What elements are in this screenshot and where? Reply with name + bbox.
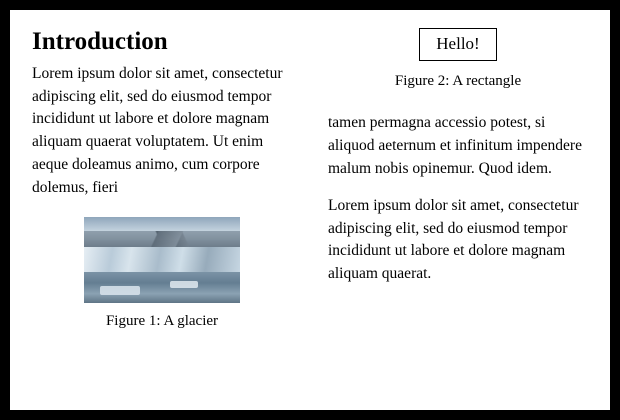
- intro-paragraph: Lorem ipsum dolor sit amet, consectetur adipiscing elit, sed do eiusmod tempor incididunt ut labore et dolore magnam aliquam quaerat voluptatem. Ut enim aeque doleamus animo, cum corpore dolemus, fieri: [32, 64, 283, 196]
- photo-ice-layer: [84, 247, 240, 273]
- document-page: [10, 10, 610, 410]
- figure-1: [32, 217, 292, 330]
- two-column-layout: [10, 10, 610, 410]
- figure-1-caption: Figure 1: A glacier: [105, 313, 219, 330]
- photo-ice-floe: [170, 281, 198, 288]
- page-title: Introduction: [32, 28, 168, 55]
- photo-ice-floe: [100, 286, 141, 295]
- left-column: [32, 28, 310, 400]
- body-paragraph-2: Lorem ipsum dolor sit amet, consectetur adipiscing elit, sed do eiusmod tempor incididunt ut labore et dolore magnam aliquam quaerat.: [328, 196, 579, 283]
- hello-rectangle: Hello!: [419, 28, 496, 61]
- figure-2: [328, 28, 588, 90]
- right-column: [310, 28, 588, 400]
- figure-2-caption: Figure 2: A rectangle: [394, 73, 522, 90]
- right-column-body: [328, 112, 588, 285]
- glacier-photo-icon: [84, 217, 240, 303]
- body-paragraph-1: tamen permagna accessio potest, si aliquod aeternum et infinitum impendere malum nobis opinemur. Quod idem.: [328, 114, 582, 177]
